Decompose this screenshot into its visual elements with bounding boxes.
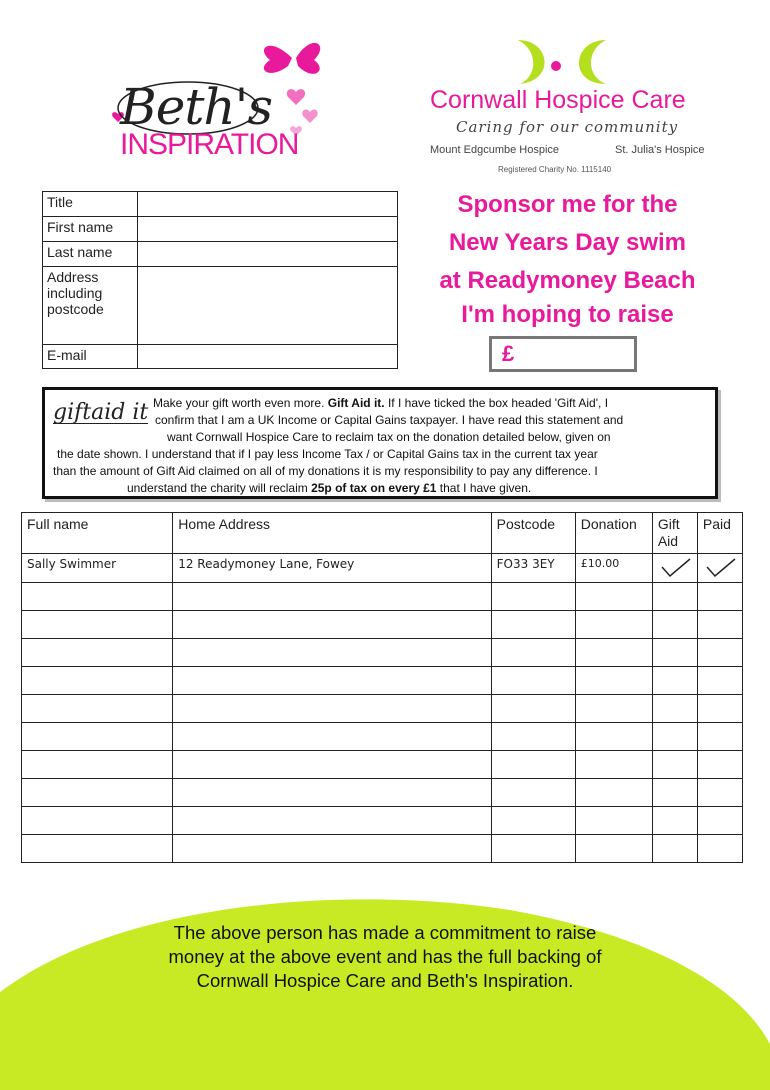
paid-cell[interactable] [697,667,742,695]
first-name-field[interactable] [138,217,398,242]
col-header-postcode: Postcode [491,513,575,554]
donation-cell[interactable] [575,807,652,835]
home-address-cell[interactable] [173,807,491,835]
table-row [22,639,743,667]
gift-aid-line-4: the date shown. I understand that if I pay less Income Tax / or Capital Gains tax in the current tax year [57,447,598,461]
chc-name [430,86,686,115]
email-field[interactable] [138,345,398,369]
title-label: Title [43,192,138,217]
home-address-cell[interactable] [173,695,491,723]
paid-cell[interactable] [697,611,742,639]
full-name-cell[interactable] [22,667,173,695]
chc-charity-number: Registered Charity No. 1115140 [498,165,612,174]
gift-aid-statement [42,387,718,499]
footer-commitment-text [110,921,660,993]
full-name-cell[interactable] [22,723,173,751]
postcode-cell[interactable] [491,583,575,611]
full-name-cell[interactable] [22,835,173,863]
table-header-row [22,513,743,554]
full-name-cell[interactable] [22,751,173,779]
chc-name-part1: Cornwall [430,86,528,114]
sponsor-line-2: New Years Day swim [448,229,687,256]
full-name-cell[interactable] [22,583,173,611]
sponsors-table [21,512,743,863]
table-row [22,751,743,779]
col-header-home-address: Home Address [173,513,491,554]
gift-aid-line-1 [153,396,608,410]
gift-aid-cell[interactable] [652,779,697,807]
gift-aid-line-6 [127,481,531,495]
chc-name-part3: Care [631,86,686,114]
giftaid-it-logo: giftaid it [53,400,149,425]
postcode-cell[interactable] [491,667,575,695]
full-name-cell[interactable] [22,807,173,835]
col-header-gift-aid: Gift Aid [652,513,697,554]
chc-site-2: St. Julia's Hospice [615,144,705,156]
donation-cell[interactable] [575,611,652,639]
table-row [22,611,743,639]
table-row [22,779,743,807]
postcode-cell[interactable] [491,779,575,807]
paid-cell[interactable] [697,779,742,807]
home-address-cell[interactable] [173,723,491,751]
cornwall-hospice-care-logo [420,30,720,180]
gift-aid-line-2: confirm that I am a UK Income or Capital Gains taxpayer. I have read this statement and [155,413,624,427]
chc-sites [430,144,705,156]
full-name-cell[interactable] [22,695,173,723]
donation-cell[interactable] [575,667,652,695]
donation-cell[interactable] [575,751,652,779]
postcode-cell[interactable] [491,639,575,667]
full-name-cell[interactable] [22,611,173,639]
donation-cell[interactable] [575,723,652,751]
sponsor-line-3: at Readymoney Beach [439,267,696,294]
donation-cell[interactable] [575,639,652,667]
beths-inspiration-logo [100,30,330,170]
sponsor-heading [405,186,730,334]
last-name-label: Last name [43,242,138,267]
postcode-cell[interactable] [491,807,575,835]
col-header-donation: Donation [575,513,652,554]
footer-line-1: The above person has made a commitment to raise [173,922,597,943]
table-row [22,554,743,583]
inspiration-wordmark: INSPIRATION [120,128,299,161]
donation-cell[interactable] [575,583,652,611]
paid-cell[interactable] [697,583,742,611]
full-name-cell[interactable] [22,639,173,667]
col-header-full-name: Full name [22,513,173,554]
example-gift-aid-cell[interactable] [652,554,697,583]
table-row [22,667,743,695]
footer-line-3: Cornwall Hospice Care and Beth's Inspiration. [196,970,574,991]
postcode-cell[interactable] [491,751,575,779]
beths-script-wordmark: Beth's [120,78,273,136]
example-full-name[interactable]: Sally Swimmer [22,554,173,583]
gift-aid-line-1a: Make your gift worth even more. [153,396,328,410]
paid-cell[interactable] [697,835,742,863]
col-header-paid: Paid [697,513,742,554]
table-row [22,723,743,751]
gift-aid-line-6c: that I have given. [436,481,532,495]
currency-symbol: £ [502,341,515,366]
gift-aid-cell[interactable] [652,835,697,863]
donation-cell[interactable] [575,835,652,863]
table-row [22,583,743,611]
gift-aid-it-bold: Gift Aid it. [327,396,385,410]
home-address-cell[interactable] [173,779,491,807]
sponsor-line-1: Sponsor me for the [457,191,678,218]
title-field[interactable] [138,192,398,217]
paid-cell[interactable] [697,807,742,835]
table-row [22,835,743,863]
postcode-cell[interactable] [491,611,575,639]
home-address-cell[interactable] [173,583,491,611]
table-row [22,807,743,835]
postcode-cell[interactable] [491,695,575,723]
gift-aid-cell[interactable] [652,695,697,723]
table-row [22,695,743,723]
target-amount-field[interactable] [489,336,637,372]
paid-cell[interactable] [697,751,742,779]
gift-aid-line-5: than the amount of Gift Aid claimed on all of my donations it is my responsibility to pay any difference. I [53,464,598,478]
postcode-cell[interactable] [491,835,575,863]
gift-aid-tax-bold: 25p of tax on every £1 [311,481,437,495]
checkmark-icon [658,557,692,579]
checkmark-icon [703,557,737,579]
home-address-cell[interactable] [173,639,491,667]
paid-cell[interactable] [697,695,742,723]
donation-cell[interactable] [575,695,652,723]
chc-tagline: Caring for our community [456,118,679,136]
sponsor-details-form [42,191,398,369]
first-name-label: First name [43,217,138,242]
gift-aid-cell[interactable] [652,639,697,667]
address-label: Address including postcode [43,267,138,345]
gift-aid-cell[interactable] [652,807,697,835]
footer-line-2: money at the above event and has the full backing of [168,946,602,967]
example-donation[interactable]: £10.00 [575,554,652,583]
gift-aid-cell[interactable] [652,583,697,611]
example-postcode[interactable]: FO33 3EY [491,554,575,583]
chc-name-part2: Hospice [534,86,625,114]
postcode-cell[interactable] [491,723,575,751]
full-name-cell[interactable] [22,779,173,807]
home-address-cell[interactable] [173,751,491,779]
donation-cell[interactable] [575,779,652,807]
example-paid-cell[interactable] [697,554,742,583]
gift-aid-line-3: want Cornwall Hospice Care to reclaim tax on the donation detailed below, given on [167,430,611,444]
email-label: E-mail [43,345,138,369]
home-address-cell[interactable] [173,611,491,639]
chc-site-1: Mount Edgcumbe Hospice [430,144,560,156]
gift-aid-cell[interactable] [652,611,697,639]
gift-aid-line-6a: understand the charity will reclaim [127,481,312,495]
gift-aid-cell[interactable] [652,667,697,695]
gift-aid-cell[interactable] [652,723,697,751]
gift-aid-line-1c: If I have ticked the box headed 'Gift Aid', I [384,396,609,410]
home-address-cell[interactable] [173,835,491,863]
home-address-cell[interactable] [173,667,491,695]
paid-cell[interactable] [697,723,742,751]
gift-aid-cell[interactable] [652,751,697,779]
chc-emblem-icon [510,36,620,92]
example-home-address[interactable]: 12 Readymoney Lane, Fowey [173,554,491,583]
paid-cell[interactable] [697,639,742,667]
last-name-field[interactable] [138,242,398,267]
sponsor-line-4: I'm hoping to raise [461,301,674,328]
address-field[interactable] [138,267,398,345]
